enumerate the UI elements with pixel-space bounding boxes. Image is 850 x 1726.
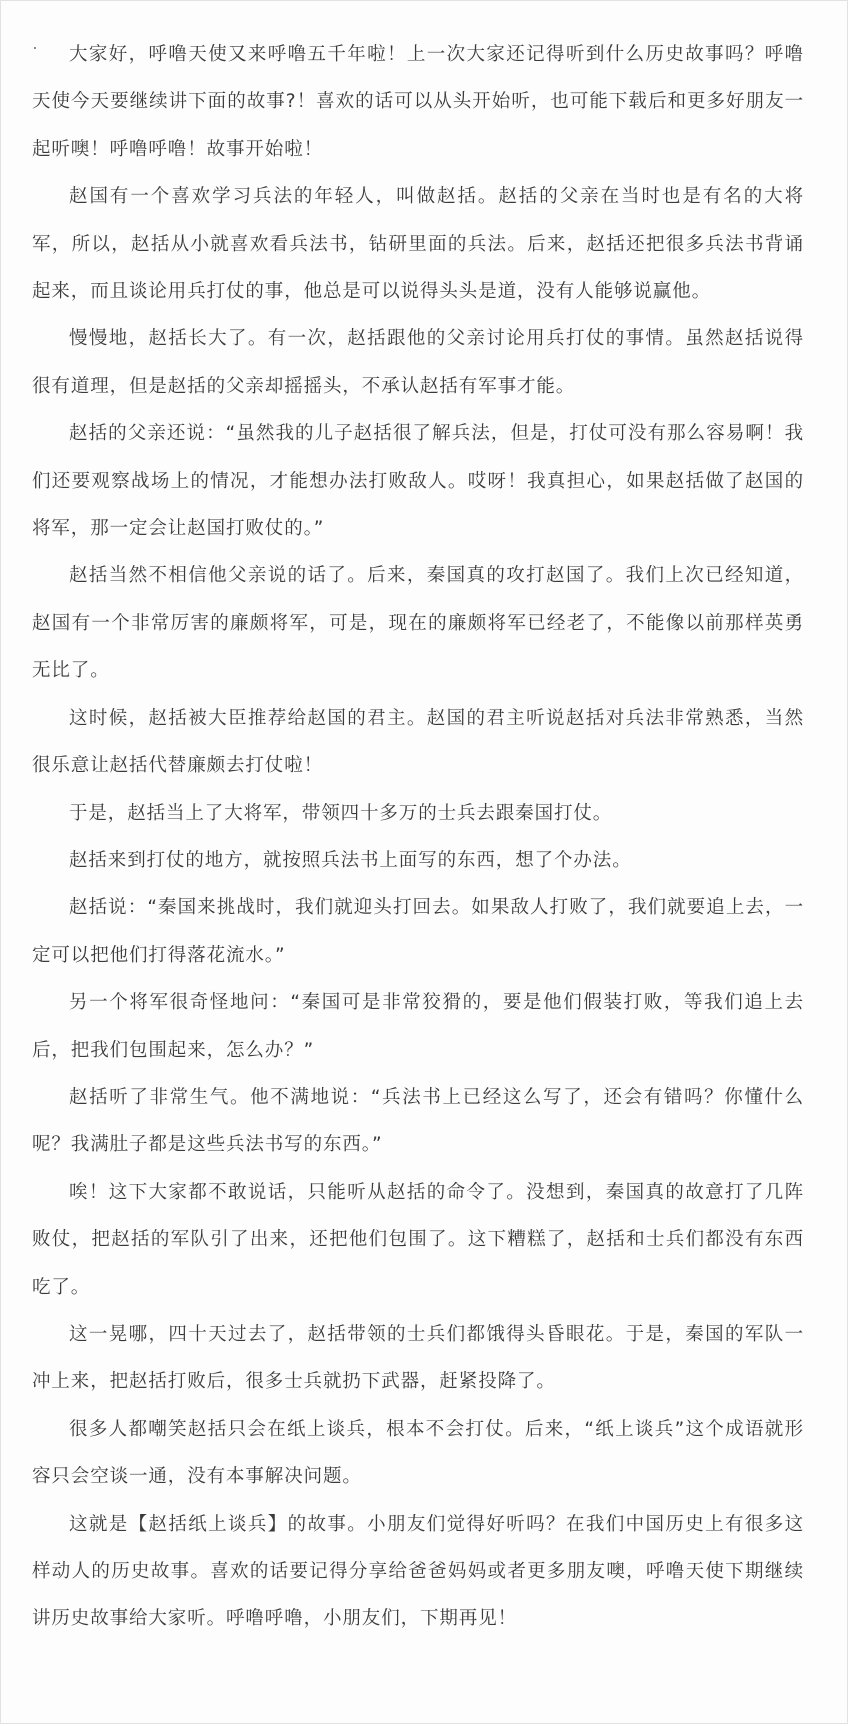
paragraph-recommendation: 这时候，赵括被大臣推荐给赵国的君主。赵国的君主听说赵括对兵法非常熟悉，当然很乐意让赵括代替廉颇去打仗啦！: [32, 707, 804, 777]
story-text: [32, 31, 804, 1643]
paragraph-father-discussion: 慢慢地，赵括长大了。有一次，赵括跟他的父亲讨论用兵打仗的事情。虽然赵括说得很有道理，但是赵括的父亲却摇摇头，不承认赵括有军事才能。: [32, 328, 804, 397]
paragraph-becomes-general: 于是，赵括当上了大将军，带领四十多万的士兵去跟秦国打仗。: [69, 802, 613, 824]
paragraph-defeat: 这一晃哪，四十天过去了，赵括带领的士兵们都饿得头昏眼花。于是，秦国的军队一冲上来，把赵括打败后，很多士兵就扔下武器，赶紧投降了。: [32, 1323, 804, 1393]
paragraph-general-question: 另一个将军很奇怪地问：“秦国可是非常狡猾的，要是他们假装打败，等我们追上去后，把我们包围起来，怎么办？”: [32, 992, 804, 1061]
paragraph-father-warning: 赵括的父亲还说：“虽然我的儿子赵括很了解兵法，但是，打仗可没有那么容易啊！我们还要观察战场上的情况，才能想办法打败敌人。哎呀！我真担心，如果赵括做了赵国的将军，那一定会让赵国打败仗的。”: [32, 423, 804, 540]
paragraph-intro: 大家好，呼噜天使又来呼噜五千年啦！上一次大家还记得听到什么历史故事吗？呼噜天使今天要继续讲下面的故事?！喜欢的话可以从头开始听，也可能下载后和更多好朋友一起听噢！呼噜呼噜！故事开始啦！: [32, 44, 804, 160]
paragraph-battle-plan: 赵括来到打仗的地方，就按照兵法书上面写的东西，想了个办法。: [69, 849, 632, 871]
paragraph-surrounded: 唉！这下大家都不敢说话，只能听从赵括的命令了。没想到，秦国真的故意打了几阵败仗，把赵括的军队引了出来，还把他们包围了。这下糟糕了，赵括和士兵们都没有东西吃了。: [32, 1181, 804, 1298]
paragraph-idiom-meaning: 很多人都嘲笑赵括只会在纸上谈兵，根本不会打仗。后来，“纸上谈兵”这个成语就形容只会空谈一通，没有本事解决问题。: [32, 1418, 804, 1488]
paragraph-zhao-kuo-speech: 赵括说：“秦国来挑战时，我们就迎头打回去。如果敌人打败了，我们就要追上去，一定可以把他们打得落花流水。”: [32, 897, 804, 966]
paragraph-zhao-kuo-angry: 赵括听了非常生气。他不满地说：“兵法书上已经这么写了，还会有错吗？你懂什么呢？我满肚子都是这些兵法书写的东西。”: [32, 1086, 804, 1156]
paragraph-zhao-kuo-background: 赵国有一个喜欢学习兵法的年轻人，叫做赵括。赵括的父亲在当时也是有名的大将军，所以，赵括从小就喜欢看兵法书，钻研里面的兵法。后来，赵括还把很多兵法书背诵起来，而且谈论用兵打仗的事，他总是可以说得头头是道，没有人能够说赢他。: [32, 186, 804, 303]
paragraph-qin-attack: 赵括当然不相信他父亲说的话了。后来，秦国真的攻打赵国了。我们上次已经知道，赵国有一个非常厉害的廉颇将军，可是，现在的廉颇将军已经老了，不能像以前那样英勇无比了。: [32, 565, 804, 682]
paragraph-closing: 这就是【赵括纸上谈兵】的故事。小朋友们觉得好听吗？在我们中国历史上有很多这样动人的历史故事。喜欢的话要记得分享给爸爸妈妈或者更多朋友噢，呼噜天使下期继续讲历史故事给大家听。呼噜呼噜，小朋友们，下期再见！: [32, 1513, 804, 1630]
